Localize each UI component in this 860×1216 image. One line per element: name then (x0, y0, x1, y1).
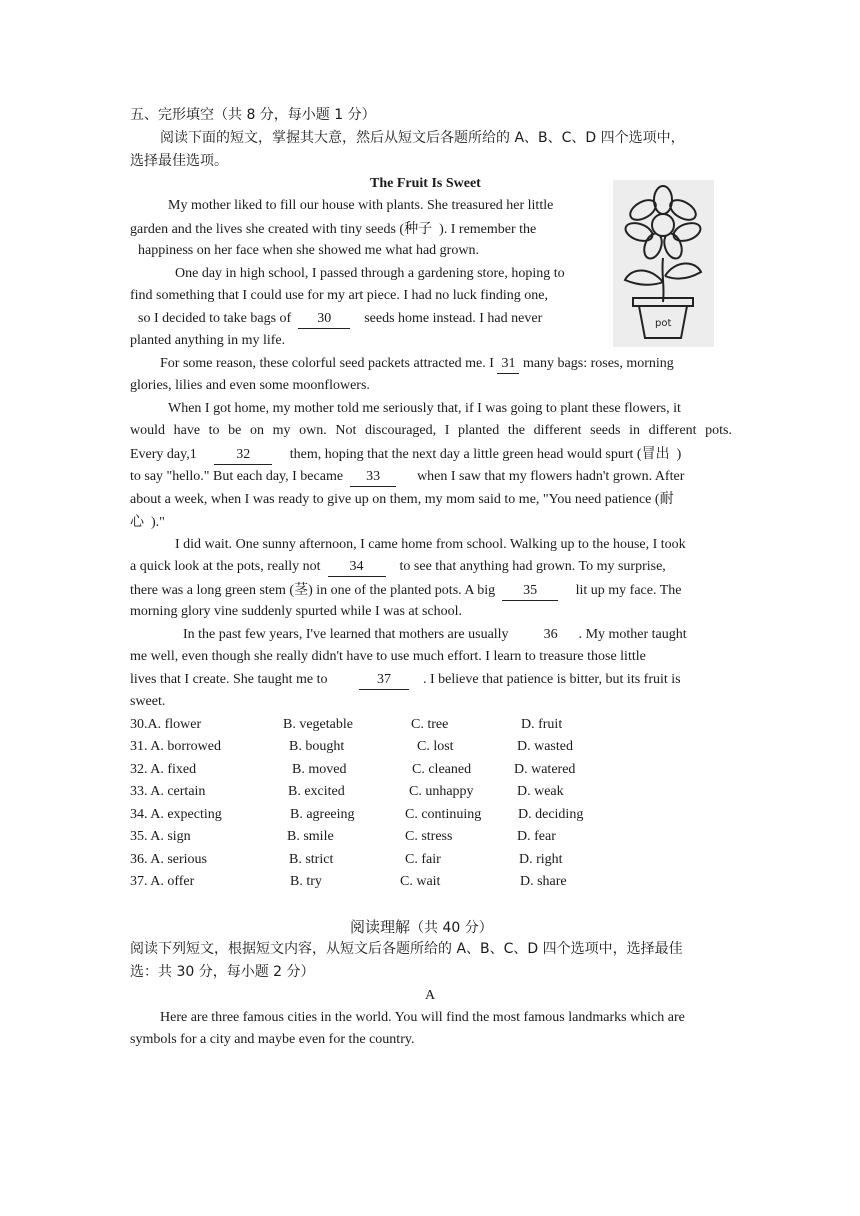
blank-31[interactable]: 31 (497, 355, 519, 374)
passage-title: The Fruit Is Sweet (370, 176, 481, 191)
passage-line: morning glory vine suddenly spurted while I was at school. (130, 604, 463, 619)
option-a[interactable]: 31. A. borrowed (130, 739, 221, 754)
option-c[interactable]: C. unhappy (409, 784, 474, 799)
option-a[interactable]: 33. A. certain (130, 784, 206, 799)
option-c[interactable]: C. lost (417, 739, 454, 754)
passage-line: about a week, when I was ready to give up on them, my mom said to me, "You need patience (耐 (130, 491, 674, 507)
option-a[interactable]: 32. A. fixed (130, 762, 197, 777)
blank-33[interactable]: 33 (350, 468, 396, 487)
passage-line: so I decided to take bags of 30 seeds home instead. I had never (138, 308, 542, 330)
pot-label: pot (655, 318, 672, 329)
option-b[interactable]: B. excited (288, 784, 345, 799)
passage-line: For some reason, these colorful seed packets attracted me. I 31 many bags: roses, morning (160, 353, 674, 375)
passage-line: One day in high school, I passed through a gardening store, hoping to (175, 266, 565, 281)
passage-line: When I got home, my mother told me seriously that, if I was going to plant these flowers, it (168, 401, 681, 416)
option-b[interactable]: B. try (290, 874, 322, 889)
option-c[interactable]: C. cleaned (412, 762, 472, 777)
passage-line: I did wait. One sunny afternoon, I came home from school. Walking up to the house, I took (175, 537, 686, 552)
option-d[interactable]: D. right (519, 852, 563, 867)
section-heading: 五、完形填空（共 8 分，每小题 1 分） (130, 107, 376, 123)
blank-32[interactable]: 32 (214, 446, 272, 465)
passage-line: glories, lilies and even some moonflowers. (130, 378, 370, 393)
passage-line: a quick look at the pots, really not 34 to see that anything had grown. To my surprise, (130, 556, 666, 578)
option-d[interactable]: D. weak (517, 784, 564, 799)
passage-line: In the past few years, I've learned that mothers are usually 36 . My mother taught (183, 627, 687, 642)
option-a[interactable]: 36. A. serious (130, 852, 207, 867)
flower-pot-illustration (613, 180, 714, 347)
option-c[interactable]: C. tree (411, 717, 449, 732)
option-c[interactable]: C. stress (405, 829, 453, 844)
passage-line: Every day,1 32 them, hoping that the next day a little green head would spurt (冒出 ) (130, 443, 681, 466)
blank-36[interactable]: 36 (543, 627, 558, 642)
option-d[interactable]: D. wasted (517, 739, 573, 754)
option-d[interactable]: D. fruit (521, 717, 563, 732)
option-d[interactable]: D. fear (517, 829, 556, 844)
option-d[interactable]: D. deciding (518, 807, 584, 822)
option-c[interactable]: C. wait (400, 874, 441, 889)
passage-line: garden and the lives she created with tiny seeds (种子 ). I remember the (130, 221, 537, 237)
passage-line: My mother liked to fill our house with plants. She treasured her little (168, 198, 554, 213)
passage-line: there was a long green stem (茎) in one of the planted pots. A big 35 lit up my face. The (130, 579, 681, 602)
option-b[interactable]: B. agreeing (290, 807, 355, 822)
passage-line: sweet. (130, 694, 166, 709)
section-instruction-cont: 选择最佳选项。 (130, 153, 228, 169)
part-label: A (425, 988, 436, 1003)
option-d[interactable]: D. share (520, 874, 567, 889)
reading-heading: 阅读理解（共 40 分） (350, 918, 493, 936)
option-c[interactable]: C. fair (405, 852, 441, 867)
option-a[interactable]: 35. A. sign (130, 829, 191, 844)
option-b[interactable]: B. moved (292, 762, 347, 777)
option-d[interactable]: D. watered (514, 762, 576, 777)
option-b[interactable]: B. vegetable (283, 717, 353, 732)
passage-line: happiness on her face when she showed me what had grown. (138, 243, 479, 258)
option-a[interactable]: 30.A. flower (130, 717, 202, 732)
passage-line: planted anything in my life. (130, 333, 286, 348)
option-b[interactable]: B. strict (289, 852, 334, 867)
reading-instruction-cont: 选：共 30 分，每小题 2 分） (130, 964, 315, 980)
option-a[interactable]: 34. A. expecting (130, 807, 222, 822)
option-b[interactable]: B. bought (289, 739, 345, 754)
section-instruction: 阅读下面的短文，掌握其大意，然后从短文后各题所给的 A、B、C、D 四个选项中， (160, 130, 685, 146)
blank-37[interactable]: 37 (359, 671, 409, 690)
blank-30[interactable]: 30 (298, 310, 350, 329)
blank-35[interactable]: 35 (502, 582, 558, 601)
passage-line: symbols for a city and maybe even for the country. (130, 1032, 415, 1047)
option-a[interactable]: 37. A. offer (130, 874, 195, 889)
flower-icon (613, 180, 714, 347)
reading-instruction: 阅读下列短文，根据短文内容，从短文后各题所给的 A、B、C、D 四个选项中，选择最佳 (130, 941, 683, 957)
passage-line: Here are three famous cities in the world. You will find the most famous landmarks which are (160, 1010, 685, 1025)
passage-line: me well, even though she really didn't have to use much effort. I learn to treasure those little (130, 649, 646, 664)
blank-34[interactable]: 34 (328, 558, 386, 577)
option-c[interactable]: C. continuing (405, 807, 482, 822)
passage-line: 心 )." (130, 514, 165, 530)
passage-line: would have to be on my own. Not discouraged, I planted the different seeds in different pots. (130, 423, 732, 438)
passage-line: lives that I create. She taught me to 37 . I believe that patience is bitter, but its fruit is (130, 669, 681, 691)
passage-line: to say "hello." But each day, I became 33 when I saw that my flowers hadn't grown. After (130, 466, 684, 488)
option-b[interactable]: B. smile (287, 829, 334, 844)
passage-line: find something that I could use for my art piece. I had no luck finding one, (130, 288, 548, 303)
